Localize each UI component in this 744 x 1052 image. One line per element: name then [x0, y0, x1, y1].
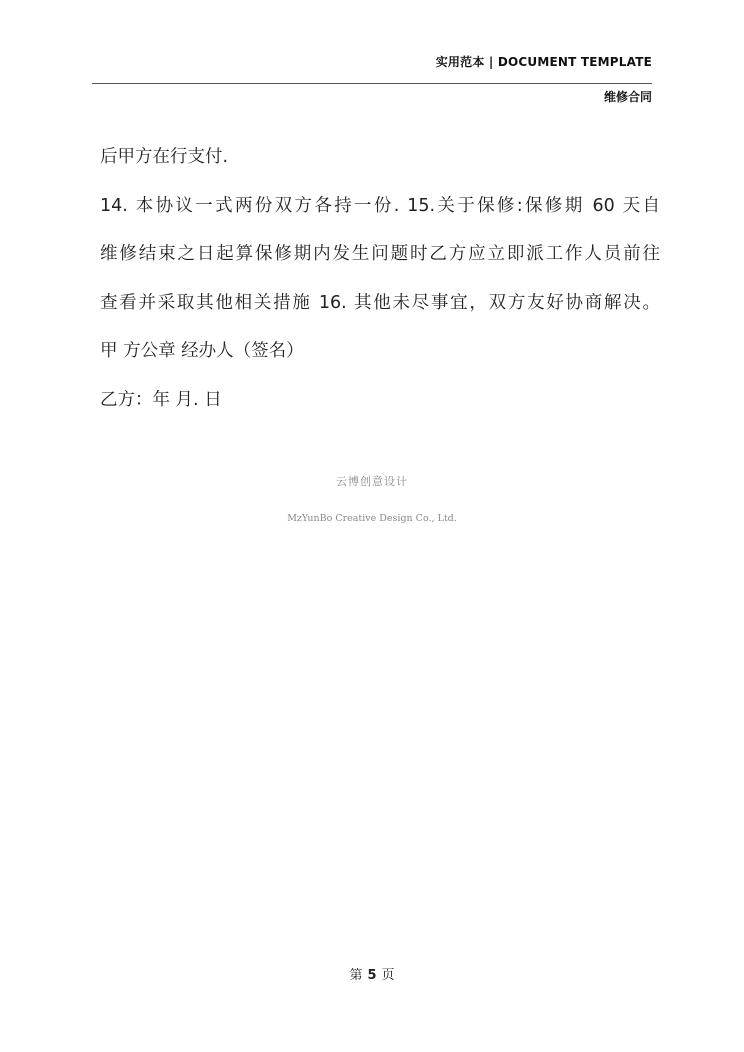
body-line: 后甲方在行支付. — [100, 147, 229, 167]
header-document-template: 实用范本 | DOCUMENT TEMPLATE — [435, 55, 652, 69]
footer-company-en: MzYunBo Creative Design Co., Ltd. — [287, 513, 457, 524]
footer-company-cn: 云博创意设计 — [336, 475, 408, 488]
contract-body — [100, 133, 660, 424]
body-line: 乙方：年 月. 日 — [100, 389, 222, 410]
document-title: 维修合同 — [603, 90, 652, 104]
body-line: 14. 本协议一式两份双方各持一份. 15.关于保修:保修期 60 天自 — [100, 195, 660, 216]
page-number-value: 5 — [367, 968, 377, 983]
page-number-prefix: 第 — [349, 968, 363, 983]
body-line: 查看并采取其他相关措施 16. 其他未尽事宜，双方友好协商解决。 — [100, 292, 660, 313]
page-number — [0, 964, 744, 983]
page-number-suffix: 页 — [381, 968, 395, 983]
body-line: 维修结束之日起算保修期内发生问题时乙方应立即派工作人员前往 — [100, 244, 660, 264]
header-divider — [92, 83, 652, 84]
body-line: 甲 方公章 经办人（签名） — [100, 341, 304, 361]
